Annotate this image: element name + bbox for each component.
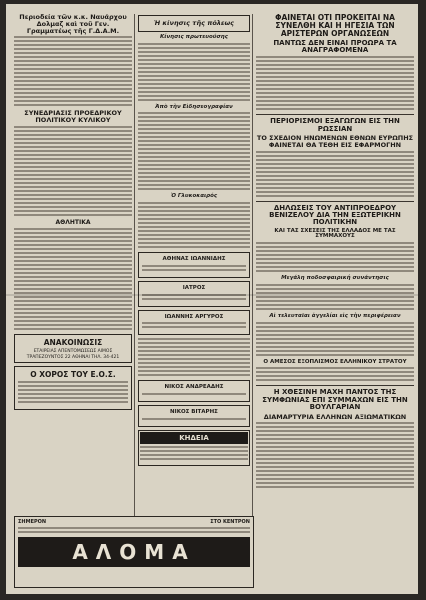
newspaper-page bbox=[6, 4, 418, 594]
article-text bbox=[138, 338, 250, 376]
subheading: Κίνησις πρωτευούσης bbox=[160, 33, 228, 40]
headline-venizelos-sub: ΚΑΙ ΤΑΣ ΣΧΕΣΕΙΣ ΤΗΣ ΕΛΛΑΔΟΣ ΜΕ ΤΑΣ ΣΥΜΜΑΧΟΥΣ bbox=[274, 227, 396, 240]
column-middle bbox=[138, 12, 250, 586]
sports-heading: ΑΘΛΗΤΙΚΑ bbox=[55, 219, 91, 227]
subheading: Μεγάλη ποδοσφαιρική συνάντησις bbox=[281, 275, 389, 282]
headline-battle-sub: ΔΙΑΜΑΡΤΥΡΙΑ ΕΛΛΗΝΩΝ ΑΞΙΩΜΑΤΙΚΩΝ bbox=[263, 412, 407, 421]
column-divider bbox=[252, 14, 253, 584]
article-text bbox=[14, 228, 132, 330]
headline-exports-sub: ΤΟ ΣΧΕΔΙΟΝ ΗΝΩΜΕΝΩΝ ΕΘΝΩΝ ΕΥΡΩΠΗΣ ΦΑΙΝΕΤΑΙ ΘΑ ΤΕΘΗ ΕΙΣ ΕΦΑΡΜΟΓΗΝ bbox=[256, 134, 414, 149]
article-text bbox=[14, 126, 132, 216]
article-text bbox=[256, 151, 414, 197]
cinema-ad-top bbox=[18, 519, 250, 525]
headline-main: ΦΑΙΝΕΤΑΙ ΟΤΙ ΠΡΟΚΕΙΤΑΙ ΝΑ ΣΥΝΕΛΘΗ ΚΑΙ Η ΗΓΕΣΙΑ ΤΩΝ ΑΡΙΣΤΕΡΩΝ ΟΡΓΑΝΩΣΕΩΝ bbox=[275, 13, 395, 38]
page-fold bbox=[6, 294, 418, 296]
classified-ad-title: ΙΑΤΡΟΣ bbox=[182, 284, 206, 291]
section-heading: ΣΥΝΕΔΡΙΑΣΙΣ ΠΡΟΕΔΡΙΚΟΥ ΠΟΛΙΤΙΚΟΥ ΚΥΛΙΚΟΥ bbox=[24, 109, 122, 125]
headline-venizelos: ΔΗΛΩΣΕΙΣ ΤΟΥ ΑΝΤΙΠΡΟΕΔΡΟΥ ΒΕΝΙΖΕΛΟΥ ΔΙΑ ΤΗΝ ΕΞΩΤΕΡΙΚΗΝ ΠΟΛΙΤΙΚΗΝ bbox=[269, 203, 401, 227]
city-news-box bbox=[138, 15, 250, 32]
cinema-ad-title: ΑΛΟΜΑ bbox=[18, 537, 250, 567]
headline-left: Περιοδεία τῶν κ.κ. Ναυάρχου Δολμαζ καὶ τοῦ Γεν. Γραμματέως τῆς Γ.Δ.Α.Μ. bbox=[19, 13, 127, 35]
deaths-heading: ΚΗΔΕΙΑ bbox=[140, 432, 248, 444]
article-text bbox=[256, 56, 414, 110]
headline-main-sub: ΠΑΝΤΩΣ ΔΕΝ ΕΙΝΑΙ ΠΡΟΩΡΑ ΤΑ ΑΝΑΓΡΑΦΟΜΕΝΑ bbox=[273, 38, 397, 54]
article-text bbox=[138, 112, 250, 190]
announcement-box bbox=[14, 334, 132, 363]
subheading: Ὁ Γλυκοκαιρός bbox=[170, 193, 218, 200]
city-news-title: Ἡ κίνησις τῆς πόλεως bbox=[153, 19, 235, 27]
classified-ad bbox=[138, 310, 250, 336]
article-text bbox=[256, 242, 414, 272]
headline-battle: Η ΧΘΕΣΙΝΗ ΜΑΧΗ ΠΑΝΤΟΣ ΤΗΣ ΣΥΜΦΩΝΙΑΣ ΕΠΙ ΣΥΜΜΑΧΩΝ ΕΙΣ ΤΗΝ ΒΟΥΛΓΑΡΙΑΝ bbox=[262, 388, 408, 412]
classified-ad bbox=[138, 380, 250, 402]
column-left bbox=[14, 12, 132, 586]
article-text bbox=[138, 202, 250, 248]
cinema-ad bbox=[14, 516, 254, 588]
subheading: Ἀπὸ τὴν Εἰδησεογραφίαν bbox=[155, 103, 233, 110]
classified-ad-title: ΙΩΑΝΝΗΣ ΑΡΓΥΡΟΣ bbox=[164, 313, 224, 320]
article-text bbox=[138, 43, 250, 101]
classified-ad-title: ΑΘΗΝΑΣ ΙΩΑΝΝΙΔΗΣ bbox=[162, 256, 226, 263]
article-text bbox=[256, 422, 414, 488]
dance-ad-box bbox=[14, 366, 132, 410]
subheading: Αἱ τελευταῖαι ἀγγελίαι εἰς τὴν περιφέρειαν bbox=[269, 312, 401, 319]
deaths-box bbox=[138, 430, 250, 466]
classified-ad bbox=[138, 252, 250, 278]
dance-ad-heading: Ο ΧΟΡΟΣ ΤΟΥ Ε.Ο.Σ. bbox=[30, 370, 116, 380]
column-right bbox=[256, 12, 414, 586]
article-text bbox=[14, 36, 132, 106]
announcement-heading: ΑΝΑΚΟΙΝΩΣΙΣ bbox=[43, 338, 103, 348]
column-divider bbox=[134, 14, 135, 584]
announcement-line: ΤΡΑΠΕΖΟΥΝΤΟΣ 22 ΑΘΗΝΑΙ ΤΗΛ. 34-421 bbox=[26, 354, 120, 360]
cinema-ad-today: ΣΗΜΕΡΟΝ bbox=[18, 519, 47, 525]
classified-ad-title: ΝΙΚΟΣ ΒΙΤΑΡΗΣ bbox=[170, 409, 218, 416]
cinema-ad-venue: ΣΤΟ ΚΕΝΤΡΟΝ bbox=[210, 519, 250, 525]
classified-ad-title: ΝΙΚΟΣ ΑΝΔΡΕΑΔΗΣ bbox=[164, 384, 224, 391]
headline-exports: ΠΕΡΙΟΡΙΣΜΟΙ ΕΞΑΓΩΓΩΝ ΕΙΣ ΤΗΝ ΡΩΣΣΙΑΝ bbox=[270, 117, 400, 133]
side-heading: Ο ΑΜΕΣΟΣ ΕΞΟΠΛΙΣΜΟΣ ΕΛΛΗΝΙΚΟΥ ΣΤΡΑΤΟΥ bbox=[263, 358, 407, 365]
announcement-line: ΕΤΑΙΡΕΙΑΣ ΑΠΕΝΤΟΜΩΣΕΩΣ ΑΙΜΟΣ bbox=[33, 349, 113, 355]
classified-ad bbox=[138, 405, 250, 427]
